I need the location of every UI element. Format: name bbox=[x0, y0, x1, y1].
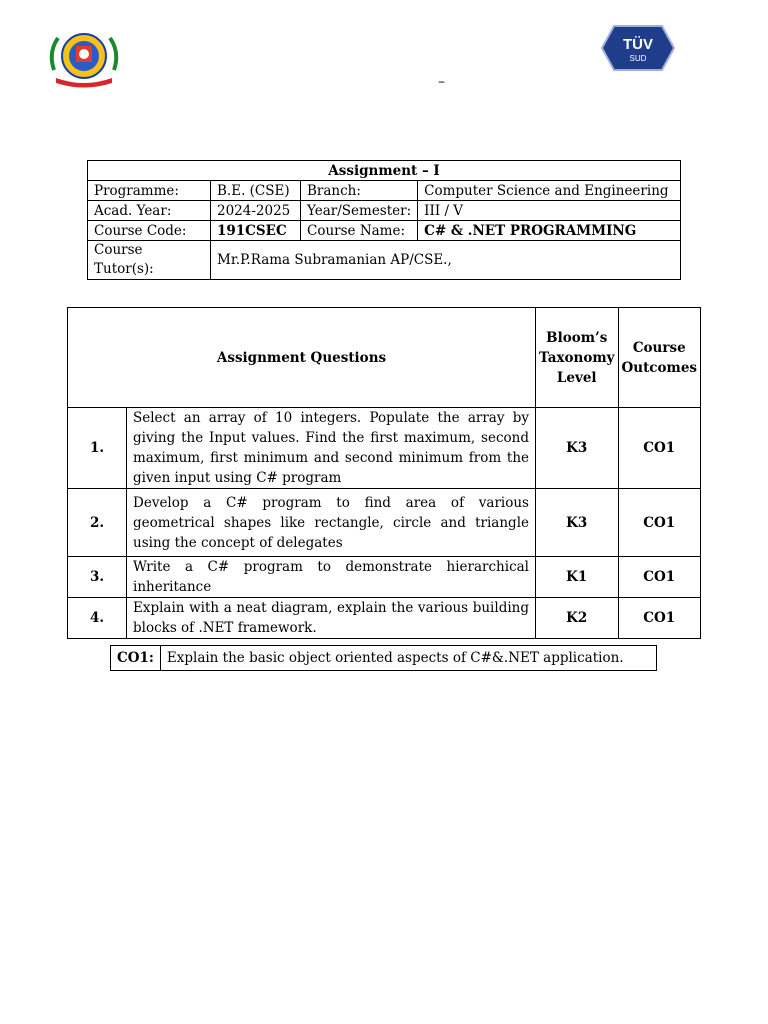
course-outcome-table bbox=[110, 645, 657, 671]
year-semester-label: Year/Semester: bbox=[301, 201, 418, 221]
tuv-certification-logo bbox=[600, 24, 676, 72]
svg-text:TÜV: TÜV bbox=[623, 36, 653, 53]
course-outcome: CO1 bbox=[618, 489, 701, 557]
question-number: 1. bbox=[68, 408, 127, 489]
course-code-label: Course Code: bbox=[88, 221, 211, 241]
co1-description: Explain the basic object oriented aspects of C#&.NET application. bbox=[160, 646, 656, 671]
question-row bbox=[68, 489, 701, 557]
course-code-value: 191CSEC bbox=[211, 221, 301, 241]
question-row bbox=[68, 557, 701, 598]
blooms-level: K3 bbox=[536, 489, 619, 557]
question-text: Write a C# program to demonstrate hierarchical inheritance bbox=[127, 557, 536, 598]
course-tutor-label: Course Tutor(s): bbox=[88, 241, 211, 280]
branch-label: Branch: bbox=[301, 181, 418, 201]
header-dash: – bbox=[438, 74, 445, 90]
acad-year-label: Acad. Year: bbox=[88, 201, 211, 221]
branch-value: Computer Science and Engineering bbox=[418, 181, 681, 201]
assignment-title: Assignment – I bbox=[88, 161, 681, 181]
question-number: 3. bbox=[68, 557, 127, 598]
course-name-label: Course Name: bbox=[301, 221, 418, 241]
course-outcome: CO1 bbox=[618, 408, 701, 489]
blooms-level: K2 bbox=[536, 598, 619, 639]
question-number: 4. bbox=[68, 598, 127, 639]
course-outcome: CO1 bbox=[618, 598, 701, 639]
year-semester-value: III / V bbox=[418, 201, 681, 221]
svg-text:SUD: SUD bbox=[629, 54, 647, 63]
question-row bbox=[68, 598, 701, 639]
acad-year-value: 2024-2025 bbox=[211, 201, 301, 221]
assignment-questions-table bbox=[67, 307, 701, 639]
header-course-outcomes: Course Outcomes bbox=[618, 308, 701, 408]
question-text: Develop a C# program to find area of various geometrical shapes like rectangle, circle and triangle using the concept of delegates bbox=[127, 489, 536, 557]
programme-value: B.E. (CSE) bbox=[211, 181, 301, 201]
course-name-value: C# & .NET PROGRAMMING bbox=[418, 221, 681, 241]
header-assignment-questions: Assignment Questions bbox=[68, 308, 536, 408]
question-text: Select an array of 10 integers. Populate the array by giving the Input values. Find the first maximum, second maximum, first minimum and second minimum from the given input using C# program bbox=[127, 408, 536, 489]
co1-label: CO1: bbox=[111, 646, 161, 671]
blooms-level: K1 bbox=[536, 557, 619, 598]
question-row bbox=[68, 408, 701, 489]
question-text: Explain with a neat diagram, explain the various building blocks of .NET framework. bbox=[127, 598, 536, 639]
course-outcome: CO1 bbox=[618, 557, 701, 598]
blooms-level: K3 bbox=[536, 408, 619, 489]
course-info-table bbox=[87, 160, 681, 280]
header-blooms-level: Bloom’s Taxonomy Level bbox=[536, 308, 619, 408]
college-logo bbox=[46, 30, 122, 88]
course-tutor-value: Mr.P.Rama Subramanian AP/CSE., bbox=[211, 241, 681, 280]
question-number: 2. bbox=[68, 489, 127, 557]
programme-label: Programme: bbox=[88, 181, 211, 201]
